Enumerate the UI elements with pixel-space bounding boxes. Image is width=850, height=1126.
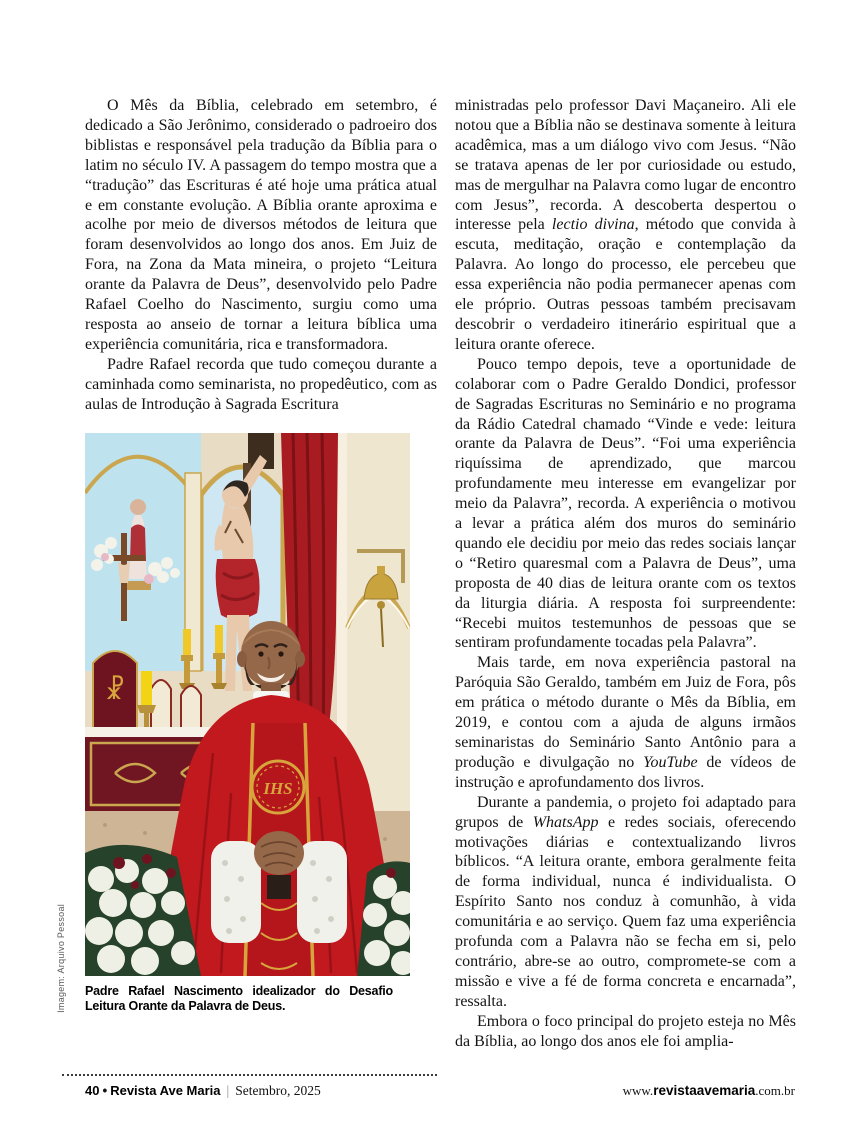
paragraph: ministradas pelo professor Davi Maçaneiro. Ali ele notou que a Bíblia não se destinava somente à leitura acadêmica, mas a um diálogo vivo com Jesus. “Não se tratava apenas de ler por curiosidade ou estudo, mas de mergulhar na Palavra como lugar de encontro com Jesus”, recorda. A descoberta despertou o interesse pela lectio divina, método que convida à escuta, meditação, oração e contemplação da Palavra. Ao longo do processo, ele percebeu que essa experiência não podia permanecer apenas com ele próprio. Outras pessoas também precisavam descobrir o verdadeiro itinerário espiritual que a leitura orante oferece. [455, 97, 797, 353]
chi-rho-symbol: ☧ [104, 675, 126, 705]
website-suffix: .com.br [755, 1083, 795, 1098]
issue-date: Setembro, 2025 [235, 1083, 321, 1098]
photo-caption: Padre Rafael Nascimento idealizador do Desafio Leitura Orante da Palavra de Deus. [85, 983, 393, 1013]
left-column-text [85, 96, 437, 415]
paragraph: O Mês da Bíblia, celebrado em setembro, é dedicado a São Jerônimo, considerado o padroeiro dos biblistas e responsável pela tradução da Bíblia para o latim no século IV. A passagem do tempo mostra que a “tradução” das Escrituras é até hoje uma prática atual e em constante evolução. A Bíblia orante aproxima e acolhe por meio de diversos métodos de leitura que foram desenvolvidos ao longo dos anos. Em Juiz de Fora, na Zona da Mata mineira, o projeto “Leitura orante da Palavra de Deus”, desenvolvido pelo Padre Rafael Coelho do Nascimento, surgiu como uma resposta ao anseio de tornar a leitura bíblica uma experiência comunitária, rica e transformadora. [85, 97, 437, 353]
magazine-name: Revista Ave Maria [110, 1083, 221, 1098]
paragraph: Mais tarde, em nova experiência pastoral na Paróquia São Geraldo, também em Juiz de Fora, pôs em prática o método durante o Mês da Bíblia, em 2019, e contou com a ajuda de alguns irmãos seminaristas do Seminário Santo Antônio para a produção e divulgação no YouTube de vídeos de instrução e aprofundamento dos livros. [455, 654, 797, 791]
article-photo [85, 433, 410, 976]
page-number: 40 [85, 1083, 100, 1098]
article-figure [56, 433, 411, 1015]
website-prefix: www. [622, 1083, 654, 1098]
website-name: revistaavemaria [653, 1083, 756, 1098]
footer-left [85, 1083, 321, 1099]
paragraph: Padre Rafael recorda que tudo começou durante a caminhada como seminarista, no propedêutico, com as aulas de Introdução à Sagrada Escritura [85, 355, 437, 413]
paragraph: Embora o foco principal do projeto esteja no Mês da Bíblia, ao longo dos anos ele foi amplia- [455, 1012, 796, 1050]
right-column-text [455, 96, 796, 1052]
footer-separator: | [226, 1083, 230, 1098]
footer-divider [62, 1074, 437, 1076]
footer-bullet: • [102, 1083, 108, 1098]
paragraph: Pouco tempo depois, teve a oportunidade de colaborar com o Padre Geraldo Dondici, professor de Sagradas Escrituras no Seminário e no programa da Rádio Catedral chamado “Vinde e vede: leitura orante da Palavra de Deus”. “Foi uma experiência riquíssima de aprendizado, que marcou profundamente meu interesse em evangelizar por meio da Palavra”, recorda. A experiência o motivou a levar a prática além dos muros do seminário quando ele decidiu por meio das redes sociais lançar o “Retiro quaresmal com a Palavra de Deus”, uma proposta de 40 dias de leitura orante com os textos da liturgia diária. A resposta foi surpreendente: “Recebi muitos testemunhos de pessoas que se sentiram profundamente tocadas pela Palavra”. [455, 355, 796, 652]
celebrant-chair [93, 651, 137, 733]
article-column-left [56, 96, 437, 1015]
ihs-medallion-text: IHS [263, 778, 293, 798]
photo-credit: Imagem: Arquivo Pessoal [56, 903, 67, 1013]
article-column-right [455, 96, 796, 1052]
footer-website [623, 1083, 795, 1099]
paragraph: Durante a pandemia, o projeto foi adaptado para grupos de WhatsApp e redes sociais, oferecendo motivações diárias e contextualizando livros bíblicos. “A leitura orante, embora geralmente feita de forma individual, nunca é individualista. O Espírito Santo nos conduz à comunhão, à vida comunitária e ao serviço. Quem faz uma experiência profunda com a Palavra não se fecha em si, pelo contrário, abre-se ao outro, compromete-se com a missão e vive a fé de forma concreta e encarnada”, ressalta. [455, 793, 796, 1010]
